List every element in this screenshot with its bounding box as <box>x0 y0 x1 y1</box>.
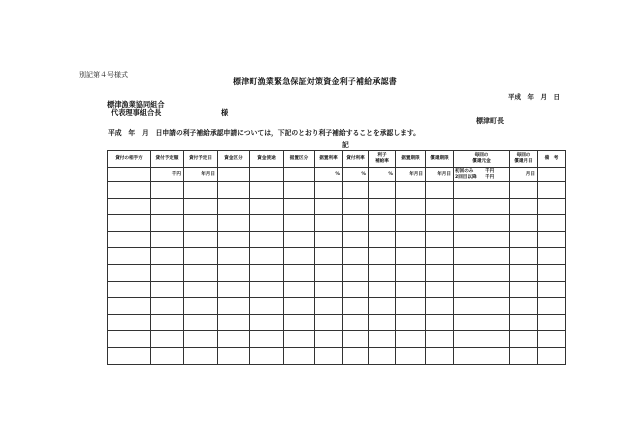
table-cell <box>250 264 284 281</box>
table-cell <box>108 215 151 232</box>
unit-cell <box>538 168 566 182</box>
table-cell <box>184 347 218 364</box>
table-cell <box>369 298 396 315</box>
table-row <box>108 198 566 215</box>
table-cell <box>151 215 184 232</box>
table-cell <box>218 281 250 298</box>
table-cell <box>369 198 396 215</box>
table-cell <box>184 331 218 348</box>
table-cell <box>250 298 284 315</box>
table-cell <box>315 314 343 331</box>
table-cell <box>218 231 250 248</box>
repayment-subsequent-line <box>454 175 509 181</box>
column-header: 据置区分 <box>284 151 315 168</box>
table-cell <box>218 347 250 364</box>
table-cell <box>184 298 218 315</box>
table-cell <box>343 314 369 331</box>
addressee-organization: 標津漁業協同組合 <box>107 100 165 109</box>
table-cell <box>454 231 510 248</box>
table-cell <box>510 264 538 281</box>
table-cell <box>538 281 566 298</box>
table-cell <box>218 182 250 199</box>
table-cell <box>510 215 538 232</box>
table-cell <box>426 264 454 281</box>
table-cell <box>343 331 369 348</box>
table-cell <box>343 264 369 281</box>
table-cell <box>315 248 343 265</box>
table-cell <box>538 182 566 199</box>
table-cell <box>284 248 315 265</box>
table-cell <box>315 298 343 315</box>
table-cell <box>369 182 396 199</box>
table-cell <box>315 215 343 232</box>
table-cell <box>538 298 566 315</box>
table-cell <box>315 182 343 199</box>
column-header: 毎回の 償還元金 <box>454 151 510 168</box>
table-cell <box>454 331 510 348</box>
table-cell <box>538 347 566 364</box>
table-cell <box>218 298 250 315</box>
table-cell <box>151 198 184 215</box>
approval-statement: 平成 年 月 日申請の利子補給承認申請については，下記のとおり利子補給することを承認します。 <box>108 129 420 137</box>
table-cell <box>343 182 369 199</box>
table-cell <box>343 198 369 215</box>
table-cell <box>396 198 426 215</box>
honorific: 様 <box>221 108 229 117</box>
column-header: 備 考 <box>538 151 566 168</box>
blank-rows <box>108 182 566 365</box>
table-cell <box>343 248 369 265</box>
unit-cell <box>284 168 315 182</box>
table-row <box>108 264 566 281</box>
table-cell <box>250 347 284 364</box>
table-cell <box>108 264 151 281</box>
table-cell <box>218 331 250 348</box>
table-cell <box>538 264 566 281</box>
unit-cell: 年月日 <box>426 168 454 182</box>
table-cell <box>396 331 426 348</box>
unit-cell: % <box>315 168 343 182</box>
table-cell <box>538 331 566 348</box>
table-cell <box>315 347 343 364</box>
table-cell <box>151 248 184 265</box>
unit-cell: % <box>369 168 396 182</box>
table-cell <box>250 231 284 248</box>
repayment-first-label: 初回のみ <box>455 168 474 174</box>
table-cell <box>426 281 454 298</box>
table-cell <box>369 331 396 348</box>
table-cell <box>426 198 454 215</box>
table-cell <box>250 281 284 298</box>
table-cell <box>315 331 343 348</box>
form-number: 別記第４号様式 <box>79 71 128 79</box>
table-cell <box>510 281 538 298</box>
table-cell <box>315 264 343 281</box>
table-cell <box>369 231 396 248</box>
table-cell <box>184 314 218 331</box>
table-row <box>108 215 566 232</box>
units-row <box>108 168 566 182</box>
table-cell <box>396 298 426 315</box>
table-cell <box>510 314 538 331</box>
table-cell <box>510 182 538 199</box>
unit-cell <box>218 168 250 182</box>
table-cell <box>315 198 343 215</box>
table-cell <box>218 314 250 331</box>
approval-table <box>107 150 566 365</box>
table-cell <box>108 182 151 199</box>
table-cell <box>184 182 218 199</box>
table-cell <box>369 314 396 331</box>
table-cell <box>426 215 454 232</box>
table-cell <box>510 331 538 348</box>
table-cell <box>454 198 510 215</box>
table-cell <box>284 264 315 281</box>
table-cell <box>151 264 184 281</box>
table-cell <box>284 347 315 364</box>
table-cell <box>184 281 218 298</box>
table-cell <box>184 198 218 215</box>
table-row <box>108 248 566 265</box>
table-cell <box>454 314 510 331</box>
table-cell <box>284 215 315 232</box>
table-cell <box>538 198 566 215</box>
table-cell <box>343 298 369 315</box>
table-cell <box>284 182 315 199</box>
table-cell <box>284 198 315 215</box>
table-cell <box>250 331 284 348</box>
table-cell <box>218 198 250 215</box>
table-cell <box>454 182 510 199</box>
unit-cell: 千円 <box>151 168 184 182</box>
table-cell <box>108 231 151 248</box>
document-title: 標津町漁業緊急保証対策資金利子補給承認書 <box>233 77 397 86</box>
table-cell <box>250 215 284 232</box>
column-header: 利子 補給率 <box>369 151 396 168</box>
table-cell <box>510 347 538 364</box>
table-cell <box>396 347 426 364</box>
table-cell <box>538 231 566 248</box>
table-header-row <box>108 151 566 168</box>
table-row <box>108 182 566 199</box>
table-cell <box>343 281 369 298</box>
ki-heading: 記 <box>342 141 349 149</box>
table-cell <box>108 248 151 265</box>
table-cell <box>284 331 315 348</box>
table-cell <box>151 231 184 248</box>
repayment-subsequent-label: 2回目以降 <box>455 174 477 180</box>
table-cell <box>369 347 396 364</box>
table-cell <box>108 298 151 315</box>
table-cell <box>108 347 151 364</box>
table-cell <box>454 281 510 298</box>
table-row <box>108 298 566 315</box>
table-cell <box>315 281 343 298</box>
table-cell <box>454 298 510 315</box>
table-cell <box>250 198 284 215</box>
table-cell <box>343 215 369 232</box>
table-cell <box>396 281 426 298</box>
table-row <box>108 231 566 248</box>
table-cell <box>315 231 343 248</box>
table-cell <box>184 215 218 232</box>
column-header: 据置利率 <box>315 151 343 168</box>
column-header: 資金区分 <box>218 151 250 168</box>
table-cell <box>218 215 250 232</box>
table-row <box>108 281 566 298</box>
table-row <box>108 331 566 348</box>
table-cell <box>510 231 538 248</box>
table-cell <box>396 231 426 248</box>
column-header: 毎回の 償還月日 <box>510 151 538 168</box>
column-header: 貸付の相手方 <box>108 151 151 168</box>
issuer-name: 標津町長 <box>476 117 504 125</box>
issue-date: 平成 年 月 日 <box>508 93 560 101</box>
table-cell <box>369 248 396 265</box>
repayment-principal-unit-cell <box>454 168 510 182</box>
column-header: 貸付予定日 <box>184 151 218 168</box>
table-cell <box>151 298 184 315</box>
table-cell <box>426 248 454 265</box>
unit-cell: 年月日 <box>396 168 426 182</box>
unit-cell <box>108 168 151 182</box>
table-cell <box>426 231 454 248</box>
table-cell <box>426 182 454 199</box>
table-cell <box>454 215 510 232</box>
table-cell <box>538 215 566 232</box>
column-header: 貸付利率 <box>343 151 369 168</box>
table-row <box>108 314 566 331</box>
table-cell <box>454 347 510 364</box>
table-cell <box>426 331 454 348</box>
table-cell <box>343 347 369 364</box>
table-cell <box>151 347 184 364</box>
table-cell <box>184 248 218 265</box>
table-cell <box>151 314 184 331</box>
addressee-title: 代表理事組合長 <box>111 108 162 117</box>
table-cell <box>284 281 315 298</box>
table-cell <box>250 182 284 199</box>
table-cell <box>151 331 184 348</box>
table-cell <box>108 198 151 215</box>
table-cell <box>369 281 396 298</box>
table-row <box>108 347 566 364</box>
table-cell <box>151 182 184 199</box>
unit-cell <box>250 168 284 182</box>
table-cell <box>343 231 369 248</box>
repayment-first-unit: 千円 <box>485 168 495 174</box>
repayment-subsequent-unit: 千円 <box>485 174 495 180</box>
table-cell <box>396 264 426 281</box>
table-cell <box>510 198 538 215</box>
table-cell <box>396 182 426 199</box>
table-cell <box>538 248 566 265</box>
table-cell <box>218 264 250 281</box>
table-cell <box>396 314 426 331</box>
table-cell <box>284 298 315 315</box>
column-header: 据置期限 <box>396 151 426 168</box>
table-cell <box>396 215 426 232</box>
column-header: 償還期限 <box>426 151 454 168</box>
table-cell <box>369 215 396 232</box>
table-cell <box>510 298 538 315</box>
table-cell <box>108 281 151 298</box>
table-cell <box>426 298 454 315</box>
table-cell <box>426 314 454 331</box>
unit-cell: % <box>343 168 369 182</box>
table-cell <box>538 314 566 331</box>
table-cell <box>108 314 151 331</box>
table-cell <box>369 264 396 281</box>
table-cell <box>184 231 218 248</box>
table-cell <box>454 248 510 265</box>
unit-cell: 年月日 <box>184 168 218 182</box>
column-header: 貸付予定額 <box>151 151 184 168</box>
table-cell <box>284 314 315 331</box>
table-cell <box>454 264 510 281</box>
table-cell <box>250 248 284 265</box>
table-cell <box>108 331 151 348</box>
table-cell <box>218 248 250 265</box>
table-cell <box>250 314 284 331</box>
table-cell <box>284 231 315 248</box>
unit-cell: 月日 <box>510 168 538 182</box>
table-cell <box>510 248 538 265</box>
table-cell <box>396 248 426 265</box>
table-cell <box>151 281 184 298</box>
table-cell <box>184 264 218 281</box>
column-header: 資金使途 <box>250 151 284 168</box>
table-cell <box>426 347 454 364</box>
